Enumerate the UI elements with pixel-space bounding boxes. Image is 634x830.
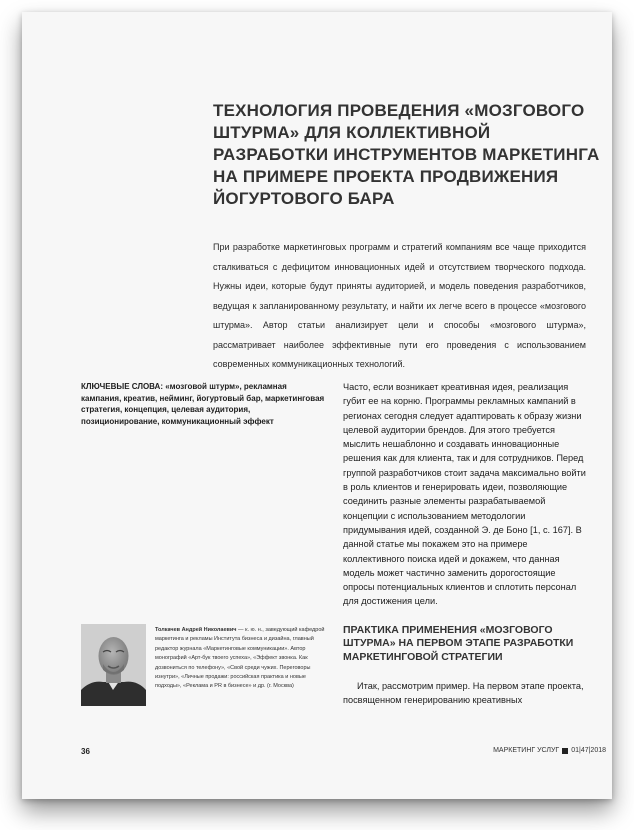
page-number: 36	[81, 747, 90, 756]
journal-name: МАРКЕТИНГ УСЛУГ	[493, 747, 560, 754]
author-bio-text: — к. ю. н., заведующий кафедрой маркетинга и рекламы Института бизнеса и дизайна, главный редактор журнала «Маркетинговые коммуникации». Автор монографий «Арт-бук твоего успеха», «Эффект звонка. Как дозвониться по телефону», «Свой среди чужих. Переговоры изнутри», «Личные продажи: российская практика и новые подходы», «Реклама и PR в бизнесе» и др. (г. Москва)	[155, 627, 325, 690]
author-name: Толкачев Андрей Николаевич	[155, 627, 237, 633]
article-title: ТЕХНОЛОГИЯ ПРОВЕДЕНИЯ «МОЗГОВОГО ШТУРМА» ДЛЯ КОЛЛЕКТИВНОЙ РАЗРАБОТКИ ИНСТРУМЕНТОВ МАРКЕТИНГА НА ПРИМЕРЕ ПРОЕКТА ПРОДВИЖЕНИЯ ЙОГУРТОВОГО БАРА	[213, 101, 600, 208]
section-heading: ПРАКТИКА ПРИМЕНЕНИЯ «МОЗГОВОГО ШТУРМА» НА ПЕРВОМ ЭТАПЕ РАЗРАБОТКИ МАРКЕТИНГОВОЙ СТРАТЕГИИ	[343, 624, 574, 663]
journal-issue: 01|47|2018	[571, 747, 606, 754]
author-photo	[81, 624, 146, 706]
author-bio	[155, 626, 333, 692]
section-paragraph: Итак, рассмотрим пример. На первом этапе проекта, посвященном генерированию креативных	[343, 681, 584, 706]
intro-paragraph: Часто, если возникает креативная идея, реализация губит ее на корню. Программы рекламных кампаний в регионах сегодня следует адаптировать к образу жизни целевой аудитории брендов. Для этого требуется мыслить нешаблонно и создавать инновационные решения как для клиента, так и для сотрудников. Перед группой разработчиков стоит задача максимально войти в роль клиентов и генерировать идеи, позволяющие соединить разные элементы разрабатываемой концепции с использованием методологии придумывания идей, созданной Э. де Боно [1, с. 167]. В данной статье мы покажем это на примере коллективного поиска идей и докажем, что данная модель может частично заменить дорогостоящие опросы потенциальных клиентов и сплотить персонал для достижения цели.	[343, 382, 586, 607]
square-separator-icon	[562, 748, 568, 754]
journal-footer	[493, 747, 606, 754]
article-abstract: При разработке маркетинговых программ и стратегий компаниям все чаще приходится сталкиваться с дефицитом инновационных идей и отсутствием творческого подхода. Нужны идеи, которые будут приняты аудиторией, и модель поведения разработчиков, ведущая к запланированному результату, и найти их легче всего в процессе «мозгового штурма». Автор статьи анализирует цели и способы «мозгового штурма», рассматривает наиболее эффективные пути его проведения с использованием современных коммуникационных технологий.	[213, 242, 586, 369]
keywords-block: КЛЮЧЕВЫЕ СЛОВА: «мозговой штурм», рекламная кампания, креатив, нейминг, йогуртовый бар, маркетинговая стратегия, концепция, целевая аудитория, позиционирование, коммуникационный эффект	[81, 382, 325, 426]
